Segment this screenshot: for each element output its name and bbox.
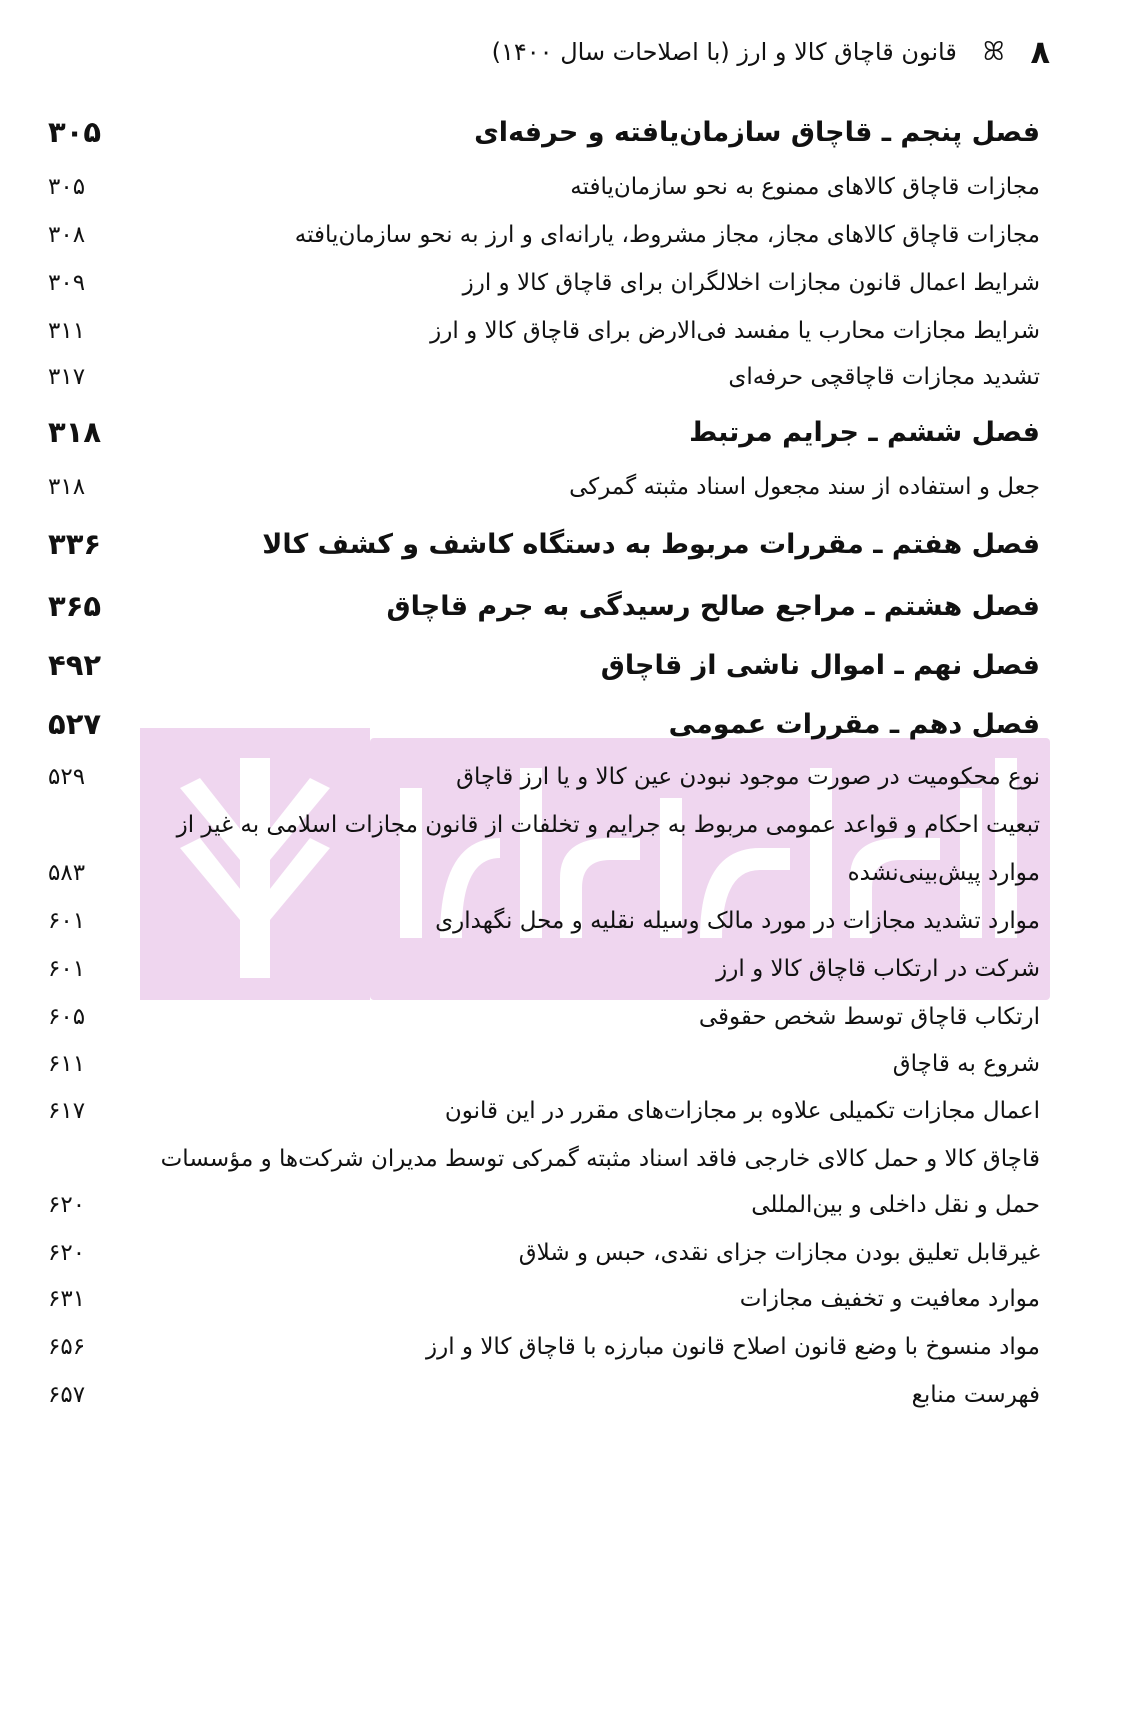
toc-title: قاچاق کالا و حمل کالای خارجی فاقد اسناد مثبته گمرکی توسط مدیران شرکت‌ها و مؤسسات: [160, 1146, 1040, 1172]
toc-page-number: ۳۰۵: [48, 174, 86, 200]
toc-title: فصل ششم ـ جرایم مرتبط: [689, 416, 1040, 448]
toc-title: ارتکاب قاچاق توسط شخص حقوقی: [698, 1004, 1040, 1030]
toc-entry: [48, 808, 1040, 842]
toc-title: موارد معافیت و تخفیف مجازات: [739, 1286, 1040, 1312]
toc-title: شرایط اعمال قانون مجازات اخلالگران برای قاچاق کالا و ارز: [462, 270, 1040, 296]
toc-chapter: [48, 704, 1040, 744]
toc-entry: [48, 1378, 1040, 1412]
toc-title: فصل هشتم ـ مراجع صالح رسیدگی به جرم قاچاق: [386, 590, 1040, 622]
toc-page-number: ۳۶۵: [48, 589, 102, 623]
toc-page-number: ۳۰۹: [48, 270, 86, 296]
toc-chapter: [48, 412, 1040, 452]
toc-title: موارد تشدید مجازات در مورد مالک وسیله نقلیه و محل نگهداری: [435, 908, 1040, 934]
toc-page-number: ۶۳۱: [48, 1286, 86, 1312]
toc-title: شروع به قاچاق: [892, 1051, 1040, 1077]
toc-page-number: ۵۸۳: [48, 860, 86, 886]
toc-entry: [48, 1142, 1040, 1176]
toc-entry: [48, 314, 1040, 348]
toc-page-number: ۵۲۷: [48, 707, 102, 741]
toc-title: شرایط مجازات محارب یا مفسد فی‌الارض برای قاچاق کالا و ارز: [430, 318, 1040, 344]
toc-title: موارد پیش‌بینی‌نشده: [847, 860, 1040, 886]
toc-page-number: ۶۵۶: [48, 1334, 86, 1360]
toc-page-number: ۳۰۸: [48, 222, 86, 248]
toc-title: فصل پنجم ـ قاچاق سازمان‌یافته و حرفه‌ای: [474, 116, 1040, 148]
toc-page-number: ۳۱۸: [48, 415, 102, 449]
toc-entry: [48, 1000, 1040, 1034]
toc-title: فصل نهم ـ اموال ناشی از قاچاق: [600, 649, 1040, 681]
toc-page-number: ۳۱۷: [48, 364, 86, 390]
toc-title: شرکت در ارتکاب قاچاق کالا و ارز: [716, 956, 1040, 982]
toc-entry: [48, 360, 1040, 394]
toc-entry: [48, 1330, 1040, 1364]
toc-page-number: ۶۲۰: [48, 1192, 86, 1218]
page-number: ۸: [1030, 33, 1050, 71]
toc-entry: [48, 1236, 1040, 1270]
toc-title: مجازات قاچاق کالاهای ممنوع به نحو سازمان‌یافته: [570, 174, 1040, 200]
toc-entry: [48, 1282, 1040, 1316]
toc-page-number: ۶۰۱: [48, 908, 86, 934]
toc-title: اعمال مجازات تکمیلی علاوه بر مجازات‌های مقرر در این قانون: [444, 1098, 1040, 1124]
toc-chapter: [48, 524, 1040, 564]
toc-page-number: ۳۱۱: [48, 318, 86, 344]
toc-title: حمل و نقل داخلی و بین‌المللی: [751, 1192, 1040, 1218]
toc-title: مجازات قاچاق کالاهای مجاز، مجاز مشروط، یارانه‌ای و ارز به نحو سازمان‌یافته: [294, 222, 1040, 248]
toc-entry: [48, 1094, 1040, 1128]
toc-page-number: ۶۲۰: [48, 1240, 86, 1266]
toc-page-number: ۴۹۲: [48, 648, 102, 682]
toc-title: فصل دهم ـ مقررات عمومی: [668, 708, 1040, 740]
toc-entry: [48, 1047, 1040, 1081]
toc-title: فهرست منابع: [911, 1382, 1040, 1408]
toc-title: غیرقابل تعلیق بودن مجازات جزای نقدی، حبس و شلاق: [518, 1240, 1040, 1266]
toc-entry: [48, 952, 1040, 986]
ornament-icon: ꕤ: [982, 36, 1005, 67]
toc-page-number: ۶۰۵: [48, 1004, 86, 1030]
toc-page-number: ۶۰۱: [48, 956, 86, 982]
toc-entry: [48, 170, 1040, 204]
toc-title: جعل و استفاده از سند مجعول اسناد مثبته گمرکی: [569, 474, 1040, 500]
running-header: [400, 30, 1050, 74]
toc-title: نوع محکومیت در صورت موجود نبودن عین کالا و یا ارز قاچاق: [456, 764, 1040, 790]
toc-title: تبعیت احکام و قواعد عمومی مربوط به جرایم و تخلفات از قانون مجازات اسلامی به غیر از: [176, 812, 1040, 838]
toc-entry: [48, 470, 1040, 504]
toc-page-number: ۳۰۵: [48, 115, 102, 149]
toc-page-number: ۳۱۸: [48, 474, 86, 500]
toc-title: تشدید مجازات قاچاقچی حرفه‌ای: [728, 364, 1040, 390]
toc-entry: [48, 760, 1040, 794]
toc-page-number: ۶۱۷: [48, 1098, 86, 1124]
toc-entry: [48, 266, 1040, 300]
toc-chapter: [48, 645, 1040, 685]
toc-chapter: [48, 112, 1040, 152]
toc-title: فصل هفتم ـ مقررات مربوط به دستگاه کاشف و کشف کالا: [262, 528, 1040, 560]
toc-page-number: ۵۲۹: [48, 764, 86, 790]
toc-page-number: ۶۱۱: [48, 1051, 86, 1077]
toc-entry: [48, 1188, 1040, 1222]
toc-page-number: ۶۵۷: [48, 1382, 86, 1408]
toc-entry: [48, 904, 1040, 938]
toc-page-number: ۳۳۶: [48, 527, 102, 561]
toc-title: مواد منسوخ با وضع قانون اصلاح قانون مبارزه با قاچاق کالا و ارز: [425, 1334, 1040, 1360]
toc-entry: [48, 218, 1040, 252]
toc-entry: [48, 856, 1040, 890]
book-title: قانون قاچاق کالا و ارز (با اصلاحات سال ۱۴۰۰): [491, 38, 957, 66]
toc-chapter: [48, 586, 1040, 626]
